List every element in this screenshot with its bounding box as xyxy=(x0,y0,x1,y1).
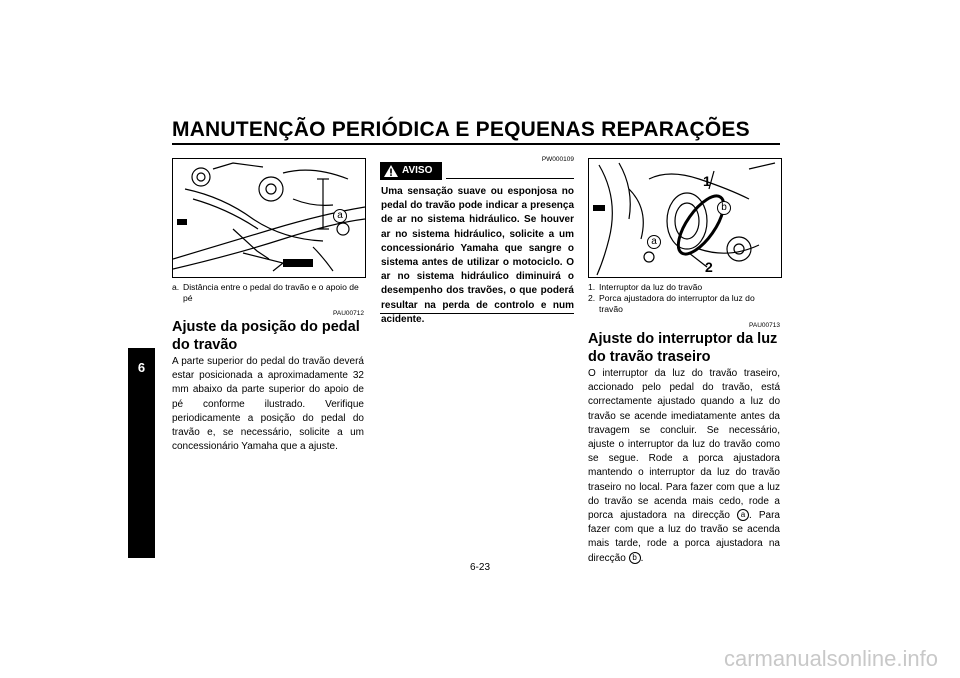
figure-captions xyxy=(588,282,780,315)
figure-label-1: 1 xyxy=(703,173,711,189)
figure-label-a: a xyxy=(333,209,347,223)
page-number: 6-23 xyxy=(469,562,490,573)
body-text-part3: . xyxy=(640,552,644,564)
chapter-tab xyxy=(128,348,155,558)
page-title: MANUTENÇÃO PERIÓDICA E PEQUENAS REPARAÇÕES xyxy=(172,118,750,141)
brake-switch-illustration xyxy=(589,159,781,277)
figure-label-b: b xyxy=(717,201,731,215)
brake-pedal-figure xyxy=(172,158,366,278)
body-text-part1: O interruptor da luz do travão traseiro, accionado pelo pedal do travão, está correctamente ajustado quando a luz do travão se acende imediatamente antes da travagem se concluir. Se necessário, ajuste o interruptor da luz do travão como se segue. Rode a porca ajustadora mantendo o interruptor da luz do travão traseiro no local. Para fazer com que a luz do travão se acenda mais cedo, rode a porca ajustadora na direcção xyxy=(588,368,780,522)
warning-bottom-rule xyxy=(380,313,574,314)
section-body-brake-switch xyxy=(588,367,780,566)
warning-text: Uma sensação suave ou esponjosa no pedal do travão pode indicar a presença de ar no sistema hidráulico. Se houver ar no sistema hidráulico, solicite a um concessionário Yamaha que sangre o sistema antes de utilizar o motociclo. O ar no sistema hidráulico diminuirá o desempenho dos travões, o que poderá resultar na perda de controlo e num acidente. xyxy=(381,186,574,325)
caption-key: 2. xyxy=(588,293,596,303)
chapter-tab-label: 6 xyxy=(137,360,146,375)
figure-caption xyxy=(172,282,364,304)
body-text-part2: . Para fazer com que a luz do travão se acenda mais tarde, rode a porca ajustadora na direcção xyxy=(588,510,780,564)
warning-badge xyxy=(380,162,442,180)
warning-code: PW000109 xyxy=(541,156,574,163)
warning-header xyxy=(380,162,574,182)
section-code: PAU00712 xyxy=(333,310,364,317)
caption-text: Interruptor da luz do travão xyxy=(599,282,703,292)
warning-badge-label: AVISO xyxy=(402,165,433,176)
caption-row xyxy=(588,293,780,315)
caption-key: a. xyxy=(172,282,180,292)
brake-switch-figure xyxy=(588,158,782,278)
title-rule xyxy=(172,143,780,145)
section-heading-brake-pedal: Ajuste da posição do pedal do travão xyxy=(172,319,360,353)
warning-triangle-icon xyxy=(384,165,398,177)
section-heading-brake-switch: Ajuste do interruptor da luz do travão traseiro xyxy=(588,331,778,365)
section-body-brake-pedal: A parte superior do pedal do travão deverá estar posicionada a aproximadamente 32 mm abaixo da parte superior do apoio de pé conforme ilustrado. Verifique periodicamente a posição do pedal do travão e, se necessário, solicite a um concessionário Yamaha que a ajuste. xyxy=(172,356,364,453)
warning-rule xyxy=(446,178,574,179)
figure-label-2: 2 xyxy=(705,259,713,275)
direction-mark-b: b xyxy=(629,552,641,564)
caption-text: Porca ajustadora do interruptor da luz do travão xyxy=(599,293,755,314)
section-code: PAU00713 xyxy=(749,322,780,329)
figure-label-a: a xyxy=(647,235,661,249)
caption-key: 1. xyxy=(588,282,596,292)
watermark: carmanualsonline.info xyxy=(723,646,938,671)
direction-mark-a: a xyxy=(737,509,749,521)
caption-text: Distância entre o pedal do travão e o apoio de pé xyxy=(183,282,359,303)
caption-row xyxy=(588,282,780,293)
